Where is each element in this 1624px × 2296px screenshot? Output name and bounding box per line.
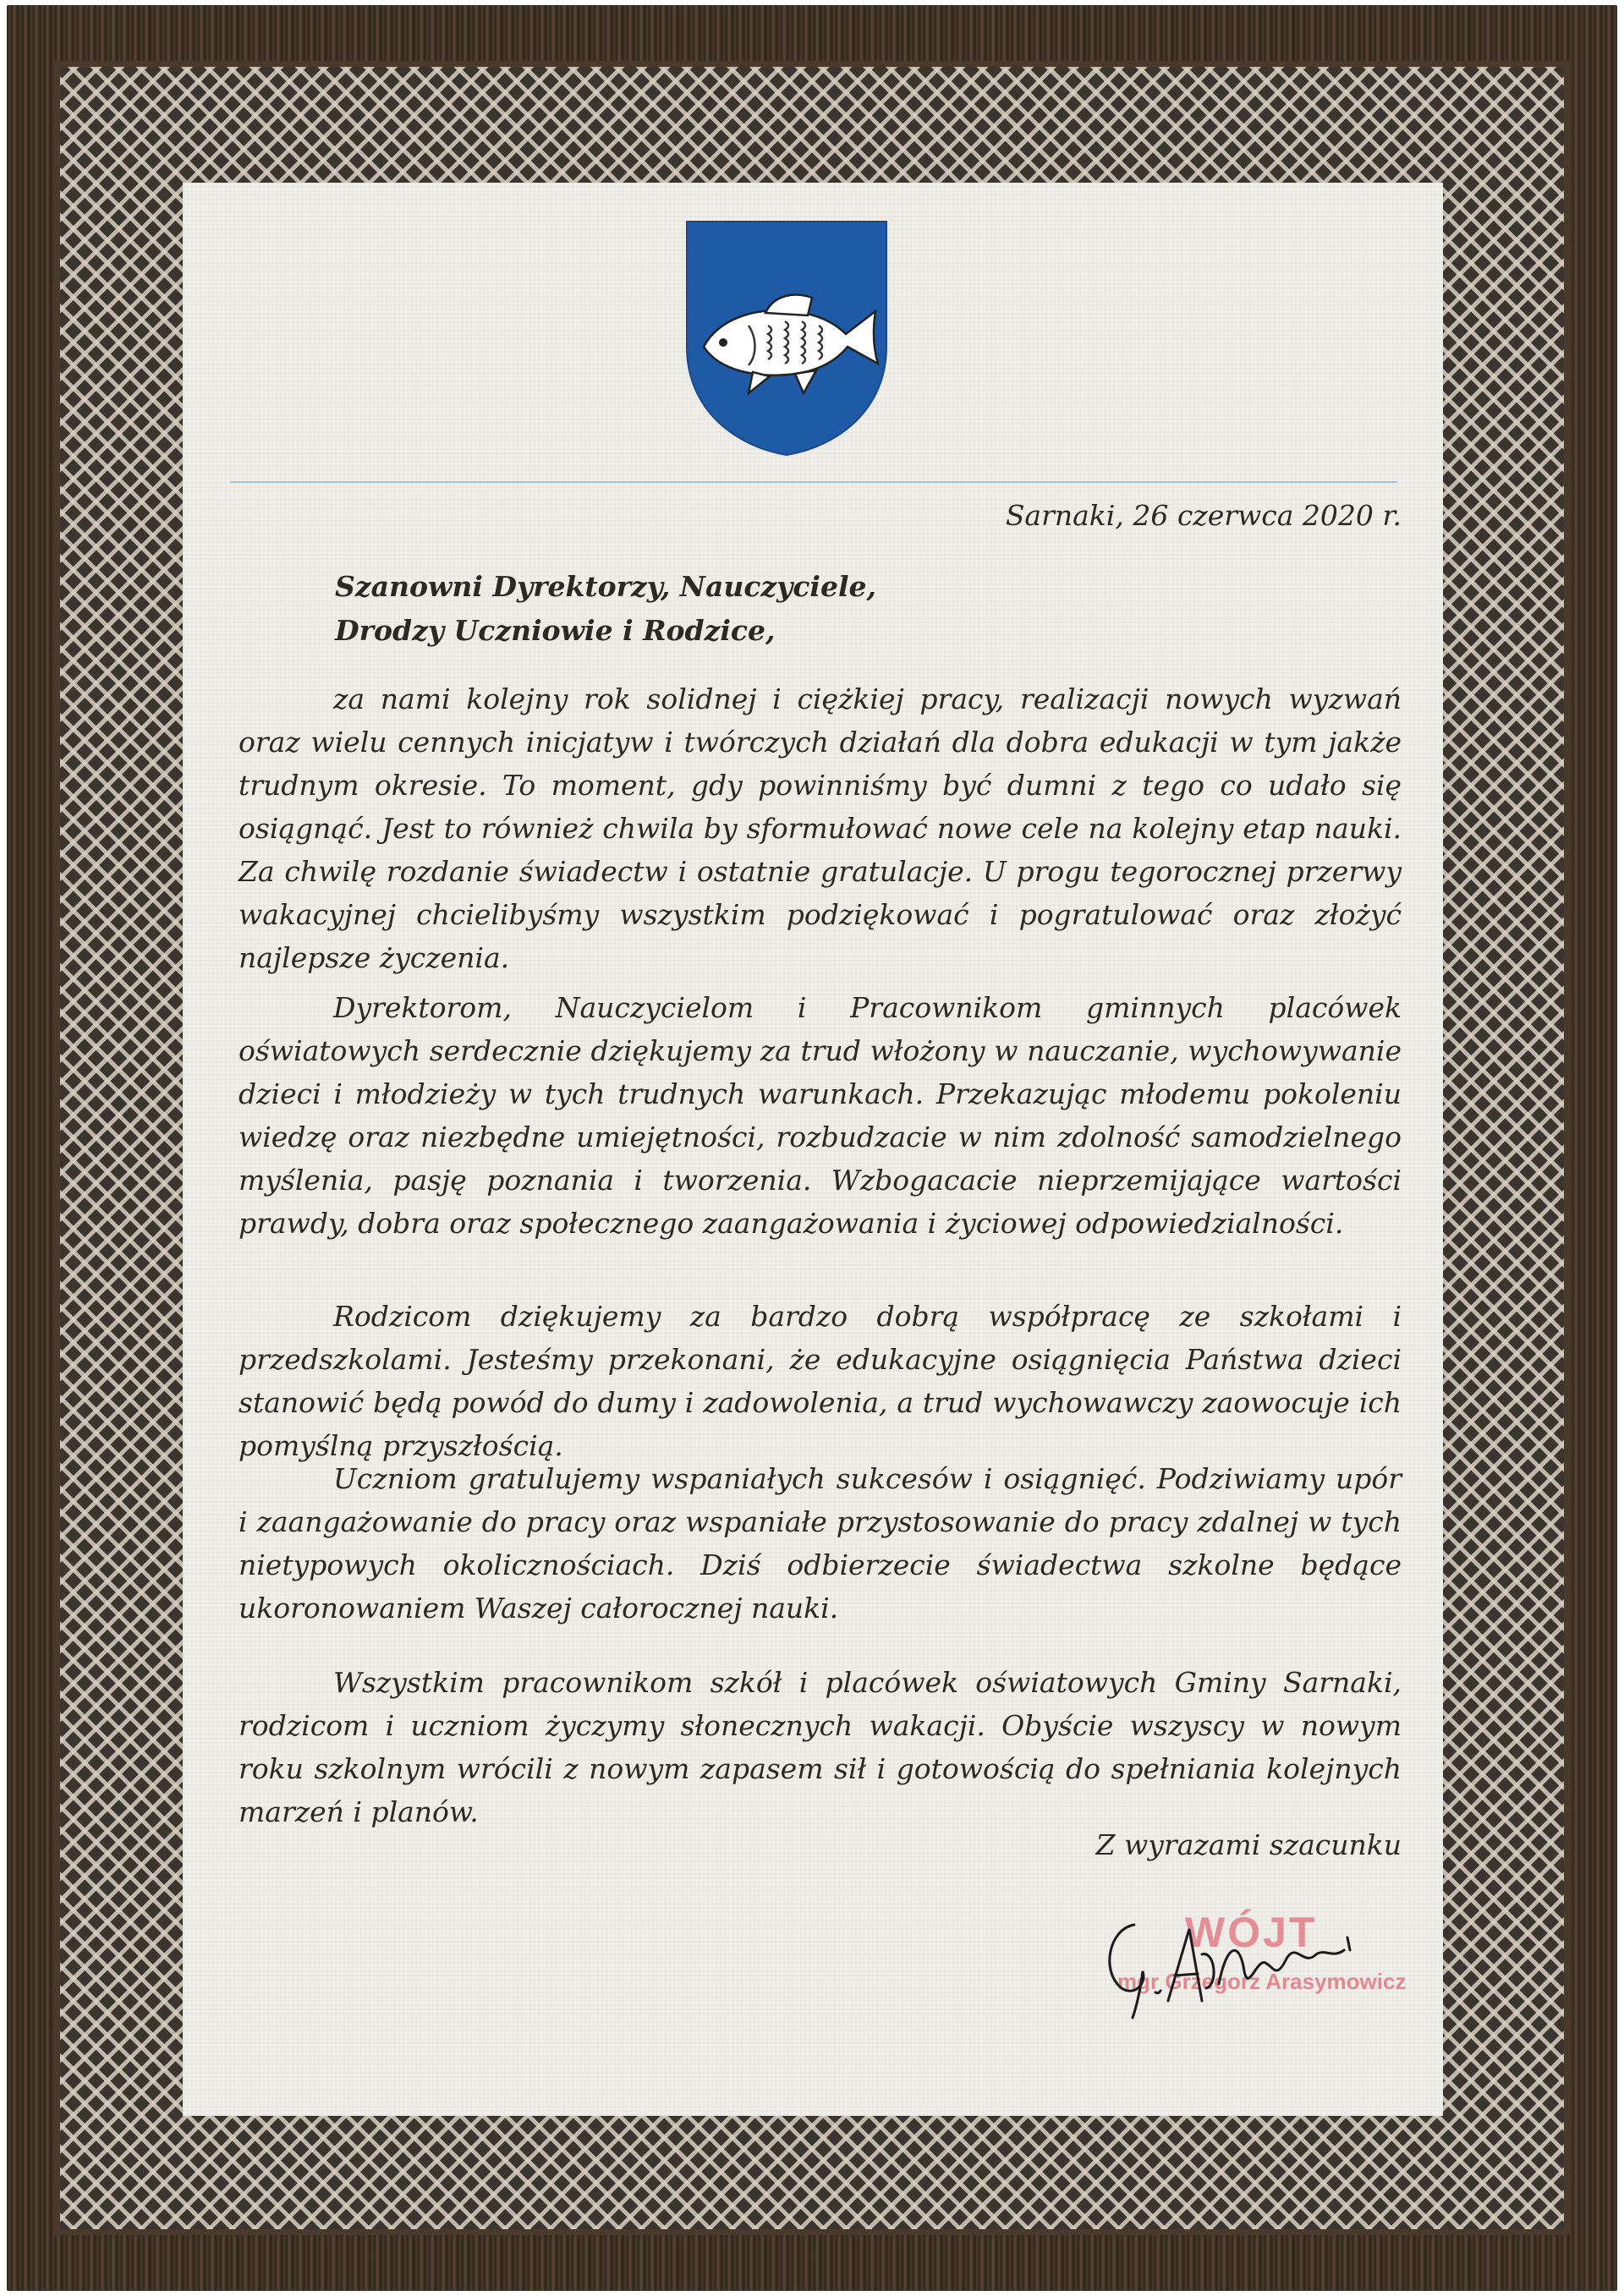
letter-paper	[183, 183, 1443, 2116]
salutation-line-1: Szanowni Dyrektorzy, Nauczyciele,	[335, 570, 876, 603]
handwritten-signature	[1075, 1891, 1413, 2043]
place-date: Sarnaki, 26 czerwca 2020 r.	[1005, 499, 1402, 532]
header-divider	[230, 481, 1397, 483]
salutation-line-2: Drodzy Uczniowie i Rodzice,	[335, 614, 776, 647]
stamp-title: WÓJT	[1185, 1909, 1318, 1956]
stamp-name: mgr Grzegorz Arasymowicz	[1117, 1969, 1407, 1994]
body-paragraph-4: Uczniom gratulujemy wspaniałych sukcesów i osiągnięć. Podziwiamy upór i zaangażowanie do pracy oraz wspaniałe przystosowanie do pracy zdalnej w tych nietypowych okolicznościach. Dziś odbierzecie świadectwa szkolne będące ukoronowaniem Waszej całorocznej nauki.	[239, 1462, 1402, 1625]
body-paragraph-3: Rodzicom dziękujemy za bardzo dobrą współpracę ze szkołami i przedszkolami. Jesteśmy przekonani, że edukacyjne osiągnięcia Państwa dzieci stanowić będą powód do dumy i zadowolenia, a trud wychowawczy zaowocuje ich pomyślną przyszłością.	[239, 1300, 1402, 1462]
coat-of-arms-fish-icon	[685, 220, 888, 457]
body-paragraph-2: Dyrektorom, Nauczycielom i Pracownikom gminnych placówek oświatowych serdecznie dziękujemy za trud włożony w nauczanie, wychowywanie dzieci i młodzieży w tych trudnych warunkach. Przekazując młodemu pokoleniu wiedzę oraz niezbędne umiejętności, rozbudzacie w nim zdolność samodzielnego myślenia, pasję poznania i tworzenia. Wzbogacacie nieprzemijające wartości prawdy, dobra oraz społecznego zaangażowania i życiowej odpowiedzialności.	[239, 991, 1402, 1240]
body-paragraph-1: za nami kolejny rok solidnej i ciężkiej pracy, realizacji nowych wyzwań oraz wielu cennych inicjatyw i twórczych działań dla dobra edukacji w tym jakże trudnym okresie. To moment, gdy powinniśmy być dumni z tego co udało się osiągnąć. Jest to również chwila by sformułować nowe cele na kolejny etap nauki. Za chwilę rozdanie świadectw i ostatnie gratulacje. U progu tegorocznej przerwy wakacyjnej chcielibyśmy wszystkim podziękować i pogratulować oraz złożyć najlepsze życzenia.	[239, 682, 1402, 974]
body-paragraph-5: Wszystkim pracownikom szkół i placówek oświatowych Gminy Sarnaki, rodzicom i uczniom życzymy słonecznych wakacji. Obyście wszyscy w nowym roku szkolnym wrócili z nowym zapasem sił i gotowością do spełniania kolejnych marzeń i planów.	[239, 1666, 1402, 1828]
border-tile-divider	[54, 2229, 1570, 2235]
closing-phrase: Z wyrazami szacunku	[1095, 1828, 1402, 1861]
border-tile-divider	[1564, 61, 1570, 2235]
border-tile-divider	[54, 61, 60, 2235]
signature-stamp	[1075, 1891, 1413, 2043]
border-tile-divider	[54, 61, 1570, 67]
